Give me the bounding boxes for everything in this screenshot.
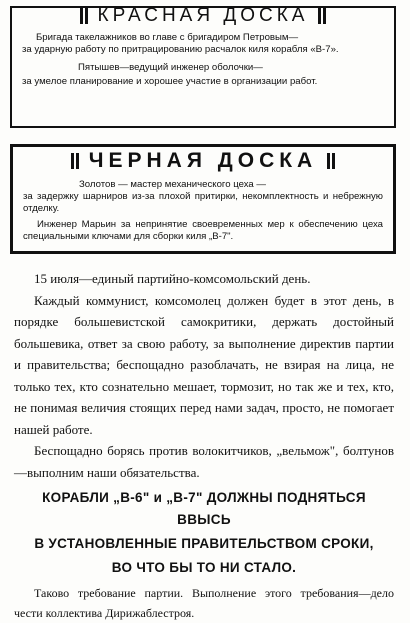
title-ornament-right (318, 8, 326, 24)
black-board-entry-1-line-2: за задержку шарниров из-за плохой притирки, некомплектность и небрежную отделку. (23, 191, 383, 214)
black-board-entry-2: Инженер Марьин за непринятие своевременных мер к обеспечению цеха специальными ключами для сборки киля „В-7". (23, 219, 383, 242)
article-body-1: Каждый коммунист, комсомолец должен будет в этот день, в порядке большевистской самокритики, держать достойный большевика, ответ за свою работу, за выполнение директив партии и правительства; беспощадно разоблачать, не взирая на лица, не только тех, кто сознательно мешает, тормозит, но так же и тех, кто, не понимая величия стоящих перед нами задач, просто, не помогает нашей работе. (14, 292, 394, 437)
article-final: Таково требование партии. Выполнение этого требования—дело чести коллектива Дирижаблестроя. (14, 586, 394, 620)
black-board-box (10, 144, 396, 254)
red-board-box (10, 6, 396, 128)
slogan-line-3: ВО ЧТО БЫ ТО НИ СТАЛО. (111, 560, 297, 575)
title-ornament-right (327, 153, 335, 169)
red-board-entry-1-line-2: за ударную работу по притрацированию расчалок киля корабля «В-7». (22, 44, 339, 55)
main-article (14, 268, 394, 623)
red-board-entry-2-line-2: за умелое планирование и хорошее участие в организации работ. (22, 76, 318, 87)
black-board-title: ЧЕРНАЯ ДОСКА (88, 149, 318, 172)
article-heading: 15 июля—единый партийно-комсомольский день. (34, 271, 311, 286)
title-ornament-left (80, 8, 88, 24)
article-body-2: Беспощадно борясь против волокитчиков, „вельмож", болтунов—выполним наши обязательства. (14, 443, 394, 480)
black-board-entry-1-line-1: Золотов — мастер механического цеха — (79, 179, 267, 190)
red-board-entry-2-line-1: Пятышев—ведущий инженер оболочки— (78, 62, 263, 73)
black-board-title-row (13, 151, 393, 171)
slogan-line-1: КОРАБЛИ „В-6" и „В-7" ДОЛЖНЫ ПОДНЯТЬСЯ ВВЫСЬ (42, 490, 366, 527)
red-board-title: КРАСНАЯ ДОСКА (97, 5, 309, 26)
title-ornament-left (71, 153, 79, 169)
red-board-entry-1-line-1: Бригада такелажников во главе с бригадиром Петровым— (36, 32, 299, 43)
red-board-title-row (12, 6, 394, 26)
slogan-line-2: В УСТАНОВЛЕННЫЕ ПРАВИТЕЛЬСТВОМ СРОКИ, (34, 536, 374, 551)
